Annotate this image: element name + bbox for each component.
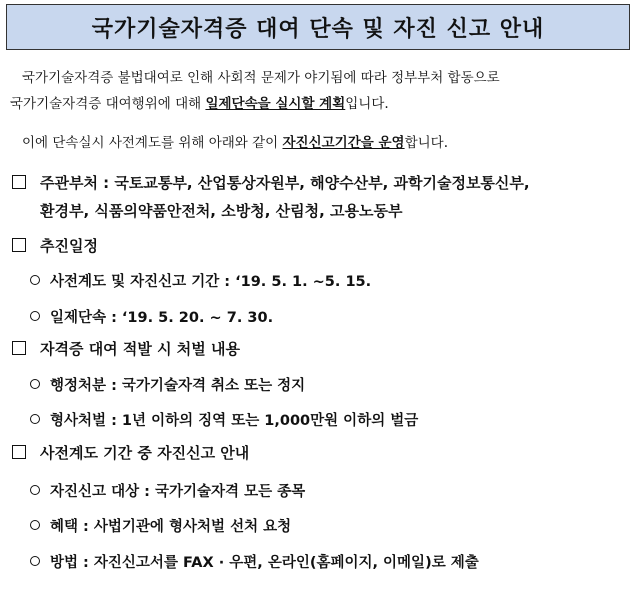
- section-agencies: [12, 172, 530, 193]
- bullet-circle-icon: [30, 379, 40, 389]
- selfreport-item: [30, 515, 291, 536]
- intro-line-2-text: 국가기술자격증 대여행위에 대해: [10, 96, 206, 112]
- intro-line-1: 국가기술자격증 불법대여로 인해 사회적 문제가 야기됨에 따라 정부부처 합동으로: [22, 70, 500, 86]
- bullet-circle-icon: [30, 414, 40, 424]
- section-schedule: [12, 235, 98, 256]
- schedule-item-text: 사전계도 및 자진신고 기간 : ‘19. 5. 1. ~5. 15.: [50, 274, 372, 290]
- penalty-heading: 자격증 대여 적발 시 처벌 내용: [40, 340, 240, 358]
- checkbox-square-icon: [12, 341, 26, 355]
- agencies-line-1: 주관부처 : 국토교통부, 산업통상자원부, 해양수산부, 과학기술정보통신부,: [40, 174, 530, 192]
- bullet-circle-icon: [30, 520, 40, 530]
- intro-line-3: [22, 131, 448, 151]
- penalty-item: [30, 409, 418, 430]
- penalty-item-text: 형사처벌 : 1년 이하의 징역 또는 1,000만원 이하의 벌금: [50, 413, 419, 429]
- selfreport-item: [30, 480, 305, 501]
- selfreport-item-text: 혜택 : 사법기관에 형사처벌 선처 요청: [50, 519, 292, 535]
- checkbox-square-icon: [12, 175, 26, 189]
- section-selfreport: [12, 442, 249, 463]
- selfreport-item-text: 자진신고 대상 : 국가기술자격 모든 종목: [50, 484, 306, 500]
- checkbox-square-icon: [12, 445, 26, 459]
- selfreport-item-text: 방법 : 자진신고서를 FAX · 우편, 온라인(홈페이지, 이메일)로 제출: [50, 555, 479, 571]
- intro-emphasis-crackdown: 일제단속을 실시할 계획: [205, 96, 346, 112]
- selfreport-heading: 사전계도 기간 중 자진신고 안내: [40, 444, 250, 462]
- bullet-circle-icon: [30, 485, 40, 495]
- intro-emphasis-period: 자진신고기간을 운영: [282, 135, 405, 151]
- penalty-item-text: 행정처분 : 국가기술자격 취소 또는 정지: [50, 378, 306, 394]
- intro-line-3-text: 이에 단속실시 사전계도를 위해 아래와 같이: [22, 135, 283, 151]
- schedule-item-text: 일제단속 : ‘19. 5. 20. ~ 7. 30.: [50, 310, 274, 326]
- page-title: 국가기술자격증 대여 단속 및 자진 신고 안내: [91, 16, 545, 42]
- title-box: [6, 4, 630, 50]
- intro-line-2-end: 입니다.: [345, 96, 389, 112]
- bullet-circle-icon: [30, 311, 40, 321]
- selfreport-item: [30, 551, 479, 572]
- intro-line-2: [10, 92, 389, 112]
- bullet-circle-icon: [30, 275, 40, 285]
- section-penalty: [12, 338, 240, 359]
- schedule-item: [30, 270, 371, 291]
- penalty-item: [30, 374, 305, 395]
- bullet-circle-icon: [30, 556, 40, 566]
- intro-line-3-end: 합니다.: [404, 135, 448, 151]
- schedule-heading: 추진일정: [40, 237, 98, 255]
- checkbox-square-icon: [12, 238, 26, 252]
- agencies-line-2: 환경부, 식품의약품안전처, 소방청, 산림청, 고용노동부: [40, 202, 403, 220]
- schedule-item: [30, 306, 273, 327]
